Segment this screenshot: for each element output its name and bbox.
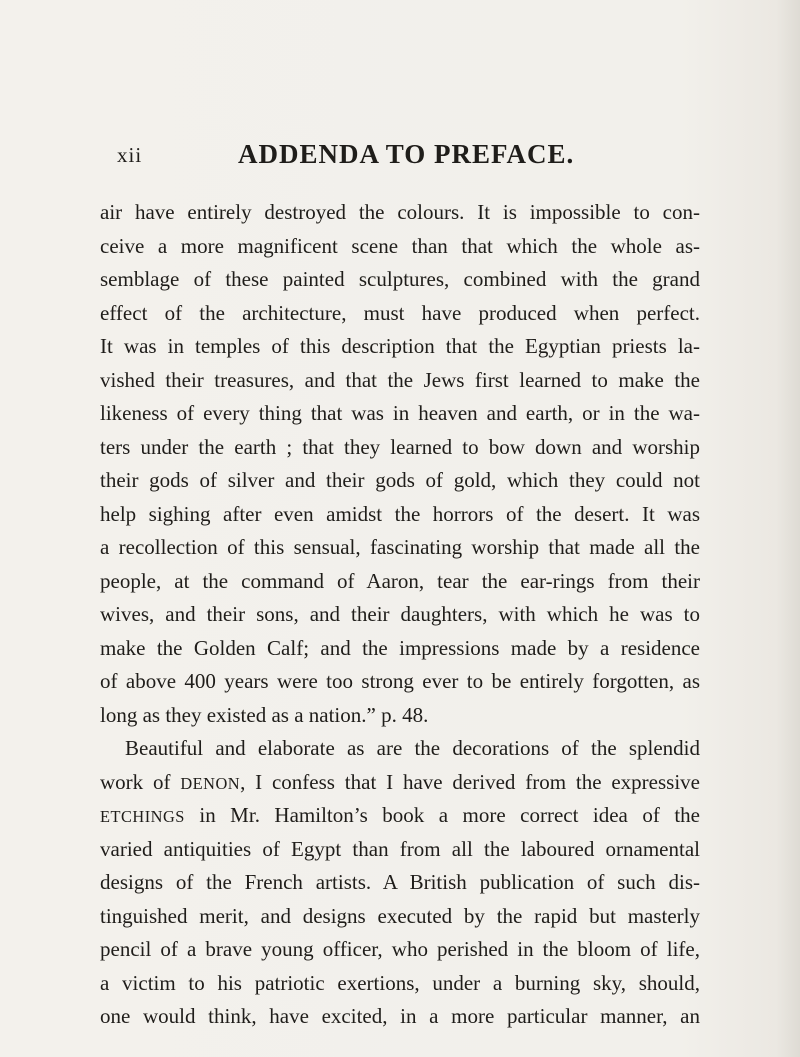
text-line: people, at the command of Aaron, tear the ear-rings from their [100, 568, 700, 593]
text-line [100, 766, 700, 800]
text-fragment: in Mr. Hamilton’s book a more correct idea of the [184, 803, 700, 827]
text-line: a recollection of this sensual, fascinating worship that made all the [100, 535, 700, 559]
text-line: make the Golden Calf; and the impressions made by a residence [100, 635, 700, 660]
text-line: It was in temples of this description that the Egyptian priests la- [100, 334, 700, 358]
running-head: ADDENDA TO PREFACE. [238, 139, 575, 169]
text-line: a victim to his patriotic exertions, under a burning sky, should, [100, 970, 700, 995]
text-line: of above 400 years were too strong ever to be entirely forgotten, as [100, 669, 700, 693]
text-line: tinguished merit, and designs executed by the rapid but masterly [100, 903, 700, 928]
text-line: pencil of a brave young officer, who perished in the bloom of life, [100, 937, 700, 961]
text-line: ceive a more magnificent scene than that which the whole as- [100, 233, 700, 258]
text-line: ters under the earth ; that they learned to bow down and worship [100, 434, 700, 459]
text-line: varied antiquities of Egypt than from all the laboured ornamental [100, 836, 700, 861]
text-fragment: , I confess that I have derived from the expressive [240, 769, 700, 794]
page-number: xii [117, 143, 143, 167]
text-line: long as they existed as a nation.” p. 48. [100, 702, 429, 727]
text-line: semblage of these painted sculptures, combined with the grand [100, 267, 700, 291]
small-caps-name: DENON [180, 773, 241, 793]
text-line: wives, and their sons, and their daughters, with which he was to [100, 602, 700, 626]
text-line: one would think, have excited, in a more particular manner, an [100, 1004, 700, 1028]
text-line [100, 799, 700, 833]
text-line: likeness of every thing that was in heaven and earth, or in the wa- [100, 401, 700, 425]
text-line: designs of the French artists. A British publication of such dis- [100, 870, 700, 894]
small-caps-word: ETCHINGS [100, 807, 185, 826]
text-fragment: work of [100, 769, 181, 794]
text-line: Beautiful and elaborate as are the decorations of the splendid [125, 736, 700, 760]
text-line: air have entirely destroyed the colours. It is impossible to con- [100, 200, 700, 224]
text-line: effect of the architecture, must have produced when perfect. [100, 300, 700, 325]
text-line: vished their treasures, and that the Jews first learned to make the [100, 367, 700, 392]
page-header [0, 139, 800, 169]
text-line: help sighing after even amidst the horrors of the desert. It was [100, 501, 700, 526]
body-text [100, 196, 700, 1034]
text-line: their gods of silver and their gods of gold, which they could not [100, 468, 700, 492]
